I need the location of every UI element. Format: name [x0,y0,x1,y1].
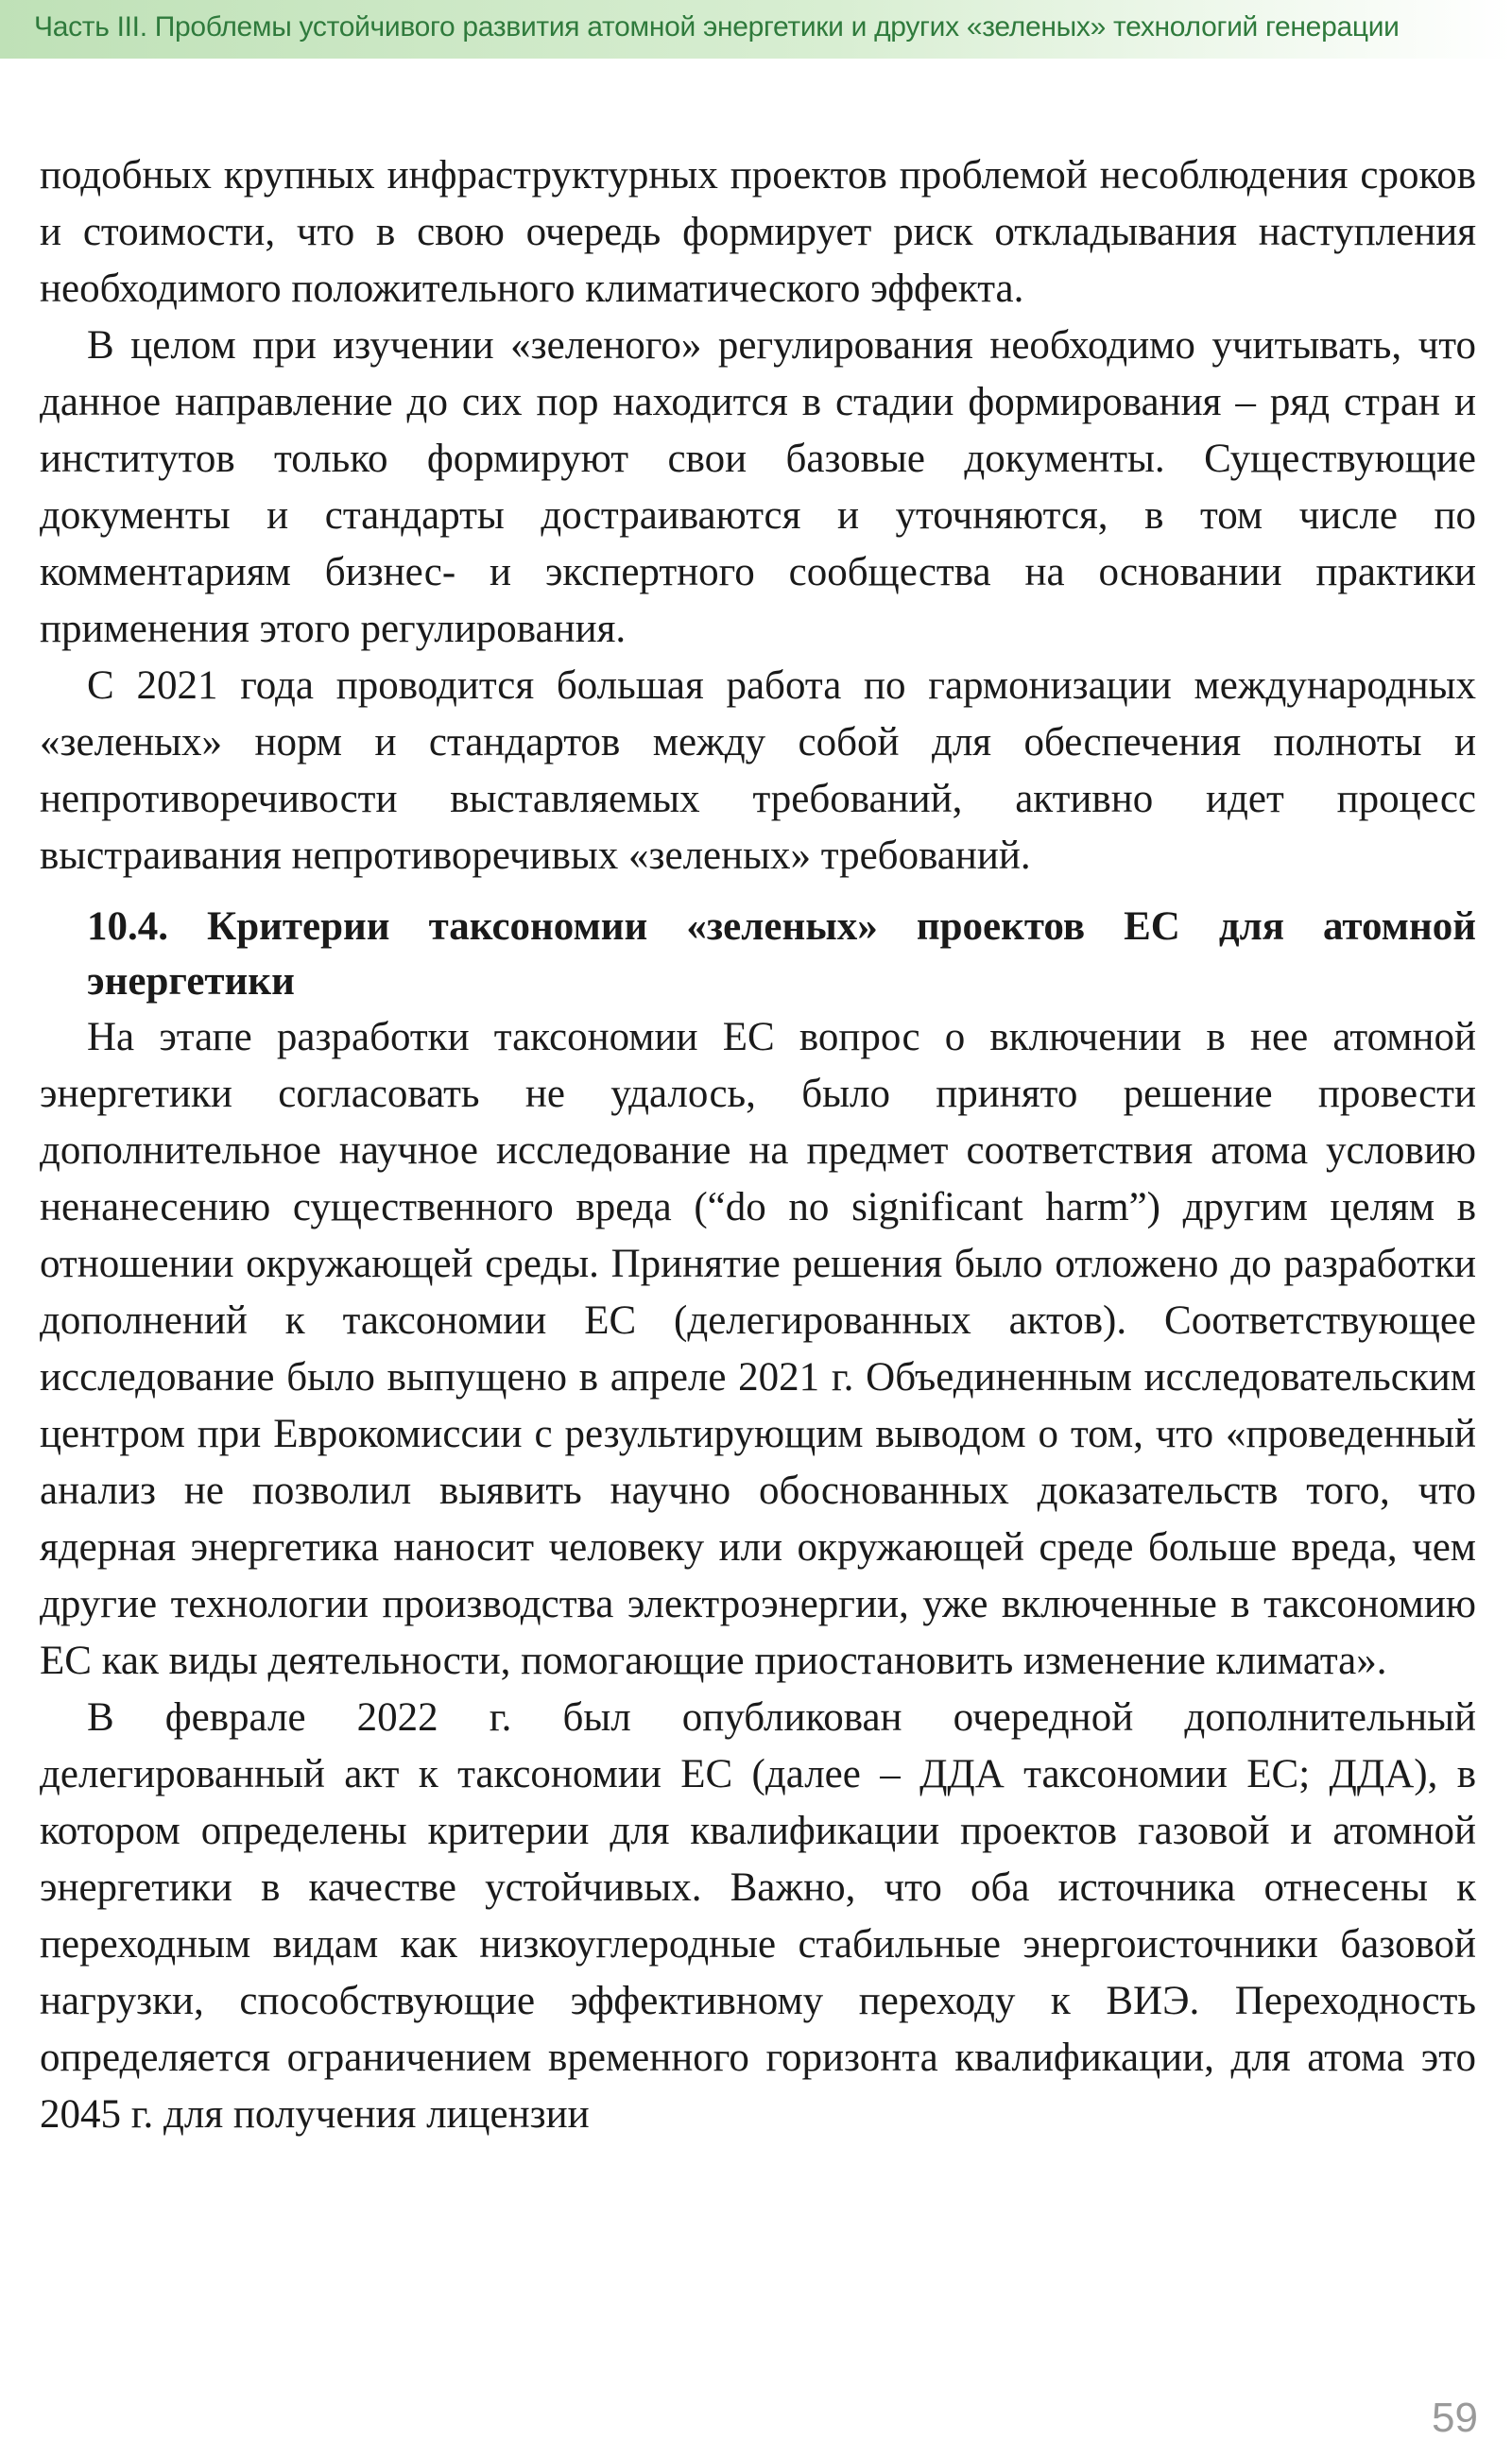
paragraph: В целом при изучении «зеленого» регулирования необходимо учитывать, что данное направление до сих пор находится в стадии формирования – ряд стран и институтов только формируют свои базовые документы. Существующие документы и стандарты достраиваются и уточняются, в том числе по комментариям бизнес- и экспертного сообщества на основании практики применения этого регулирования. [40,323,1476,651]
page-number: 59 [1432,2395,1478,2441]
running-title: Часть III. Проблемы устойчивого развития атомной энергетики и других «зеленых» технологий генерации [34,11,1400,43]
page-body [40,147,1476,2143]
section-heading: 10.4. Критерии таксономии «зеленых» проектов ЕС для атомной энергетики [87,904,1476,1004]
section-paragraph: На этапе разработки таксономии ЕС вопрос о включении в нее атомной энергетики согласовать не удалось, было принято решение провести дополнительное научное исследование на предмет соответствия атома условию ненанесению существенного вреда (“do no significant harm”) другим целям в отношении окружающей среды. Принятие решения было отложено до разработки дополнений к таксономии ЕС (делегированных актов). Соответствующее исследование было выпущено в апреле 2021 г. Объединенным исследовательским центром при Еврокомиссии с результирующим выводом о том, что «проведенный анализ не позволил выявить научно обоснованных доказательств того, что ядерная энергетика наносит человеку или окружающей среде больше вреда, чем другие технологии производства электроэнергии, уже включенные в таксономию ЕС как виды деятельности, помогающие приостановить изменение климата». [40,1015,1476,1683]
section-paragraph: В феврале 2022 г. был опубликован очередной дополнительный делегированный акт к таксономии ЕС (далее – ДДА таксономии ЕС; ДДА), в котором определены критерии для квалификации проектов газовой и атомной энергетики в качестве устойчивых. Важно, что оба источника отнесены к переходным видам как низкоуглеродные стабильные энергоисточники базовой нагрузки, способствующие эффективному переходу к ВИЭ. Переходность определяется ограничением временного горизонта квалификации, для атома это 2045 г. для получения лицензии [40,1695,1476,2137]
running-header [0,0,1512,59]
paragraph-continuation: подобных крупных инфраструктурных проектов проблемой несоблюдения сроков и стоимости, что в свою очередь формирует риск откладывания наступления необходимого положительного климатического эффекта. [40,153,1476,311]
paragraph: С 2021 года проводится большая работа по гармонизации международных «зеленых» норм и стандартов между собой для обеспечения полноты и непротиворечивости выставляемых требований, активно идет процесс выстраивания непротиворечивых «зеленых» требований. [40,663,1476,878]
